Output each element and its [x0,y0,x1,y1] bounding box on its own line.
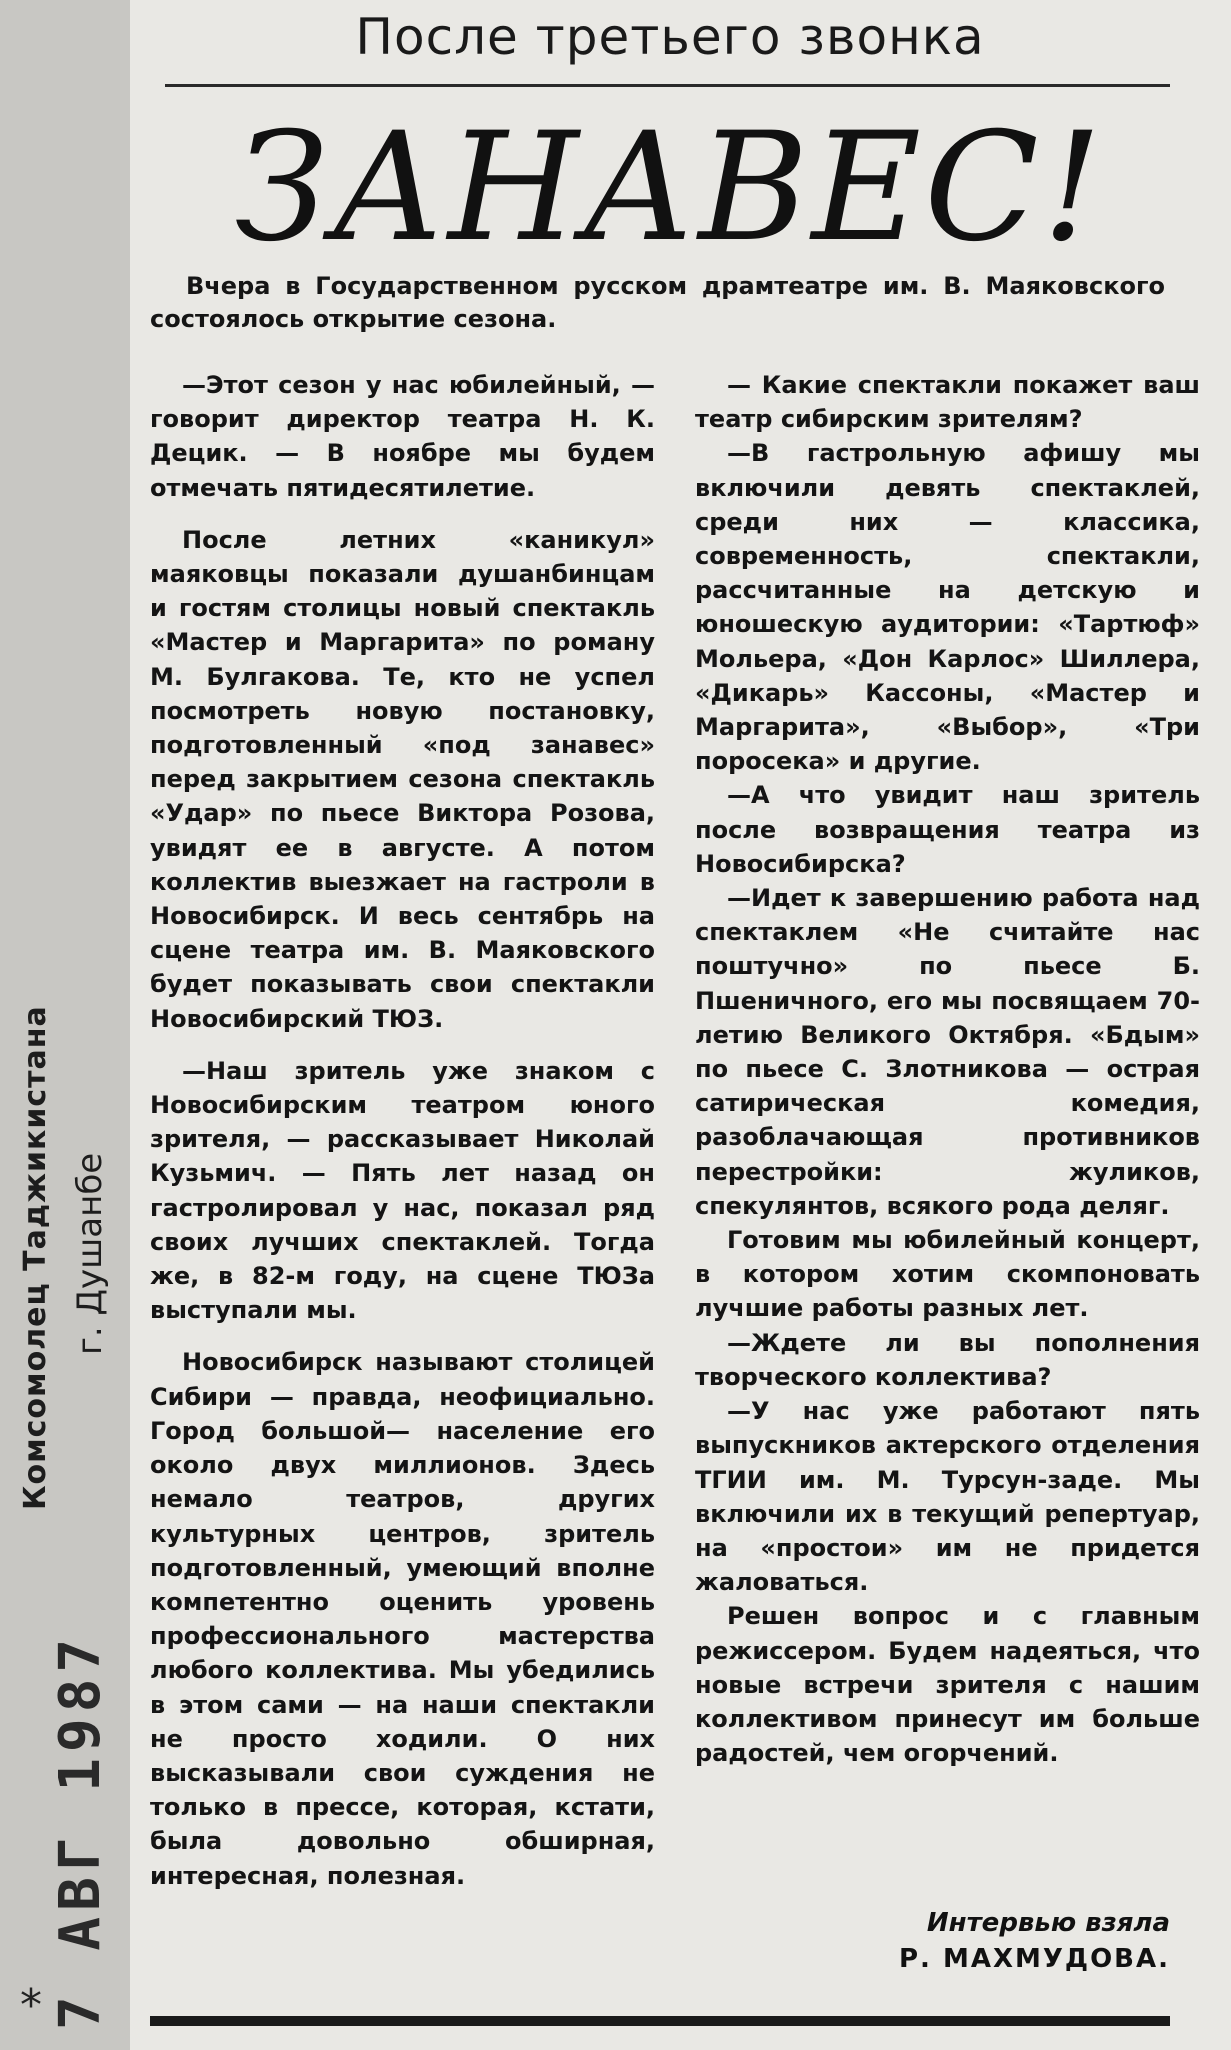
paragraph: —У нас уже работают пять выпускников актерского отделения ТГИИ им. М. Турсун-заде. Мы включили их в текущий репертуар, на «простои» им не придется жаловаться. [695,1397,1200,1597]
paragraph: Новосибирск называют столицей Сибири — правда, неофициально. Город большой— население его около двух миллионов. Здесь немало театров, других культурных центров, зритель подготовленный, умеющий вполне компетентно оценить уровень профессионального мастерства любого коллектива. Мы убедились в этом сами — на наши спектакли не просто ходили. О них высказывали свои суждения не только в прессе, которая, кстати, была довольно обширная, интересная, полезная. [150,1348,655,1890]
left-margin-strip [0,0,130,2050]
rubric-title: После третьего звонка [355,8,985,66]
right-column [695,368,1200,1770]
newspaper-name: Комсомолец Таджикистана [18,1005,53,1510]
headline: ЗАНАВЕС! [234,101,1106,275]
signature-role: Интервью взяла [926,1908,1170,1938]
signature [880,1905,1170,1977]
paragraph: —Наш зритель уже знаком с Новосибирским театром юного зрителя, — рассказывает Николай Кузьмич. — Пять лет назад он гастролировал у нас, показал ряд своих лучших спектаклей. Тогда же, в 82-м году, на сцене ТЮЗа выступали мы. [150,1056,655,1325]
date-stamp: 7 АВГ 1987 [48,1632,113,2030]
paragraph: —А что увидит наш зритель после возвращения театра из Новосибирска? [695,781,1200,878]
star-mark: * [20,1980,42,2031]
top-rule [165,84,1170,87]
paragraph: —Идет к завершению работа над спектаклем «Не считайте нас поштучно» по пьесе Б. Пшеничного, его мы посвящаем 70-летию Великого Октября. «Бдым» по пьесе С. Злотникова — острая сатирическая комедия, разоблачающая противников перестройки: жуликов, спекулянтов, всякого рода деляг. [695,884,1200,1220]
paragraph: — Какие спектакли покажет ваш театр сибирским зрителям? [695,371,1200,434]
lead-paragraph: Вчера в Государственном русском драмтеатре им. В. Маяковского состоялось открытие сезона. [150,272,1165,333]
paragraph: —Этот сезон у нас юбилейный, — говорит директор театра Н. К. Децик. — В ноябре мы будем отмечать пятидесятилетие. [150,371,655,502]
bottom-rule [150,2016,1170,2026]
paragraph: Решен вопрос и с главным режиссером. Будем надеяться, что новые встречи зрителя с нашим коллективом принесут им больше радостей, чем огорчений. [695,1602,1200,1768]
paragraph: —Ждете ли вы пополнения творческого коллектива? [695,1328,1200,1391]
newspaper-city: г. Душанбе [70,1152,110,1355]
signature-name: Р. МАХМУДОВА. [898,1944,1170,1974]
left-column [150,368,655,1911]
paragraph: Готовим мы юбилейный концерт, в котором хотим скомпоновать лучшие работы разных лет. [695,1226,1200,1323]
paragraph: —В гастрольную афишу мы включили девять спектаклей, среди них — классика, современность, спектакли, рассчитанные на детскую и юношескую аудитории: «Тартюф» Мольера, «Дон Карлос» Шиллера, «Дикарь» Кассоны, «Мастер и Маргарита», «Выбор», «Три поросека» и другие. [695,439,1200,776]
paragraph: После летних «каникул» маяковцы показали душанбинцам и гостям столицы новый спектакль «Мастер и Маргарита» по роману М. Булгакова. Те, кто не успел посмотреть новую постановку, подготовленный «под занавес» перед закрытием сезона спектакль «Удар» по пьесе Виктора Розова, увидят ее в августе. А потом коллектив выезжает на гастроли в Новосибирск. И весь сентябрь на сцене театра им. В. Маяковского будет показывать свои спектакли Новосибирский ТЮЗ. [150,525,655,1033]
